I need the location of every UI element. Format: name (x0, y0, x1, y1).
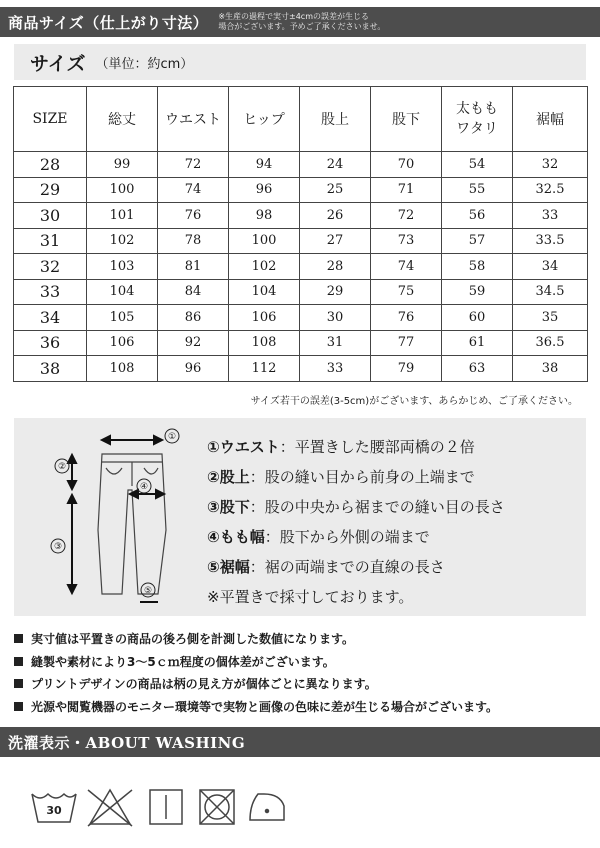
measurement-legend (207, 432, 505, 612)
measurement-cell: 94 (229, 152, 300, 178)
measurement-cell: 98 (229, 203, 300, 229)
pants-diagram (40, 422, 190, 612)
table-row (14, 152, 588, 178)
measurement-cell: 81 (158, 254, 229, 280)
measurement-cell: 36.5 (513, 330, 588, 356)
measurement-cell: 32 (513, 152, 588, 178)
measurement-cell: 32.5 (513, 177, 588, 203)
notes-list (14, 628, 498, 718)
size-cell: 29 (14, 177, 87, 203)
measurement-cell: 57 (442, 228, 513, 254)
size-section-title: サイズ (30, 52, 86, 75)
measurement-cell: 35 (513, 305, 588, 331)
measurement-cell: 54 (442, 152, 513, 178)
col-header-hip: ヒップ (229, 87, 300, 152)
size-header-note: ※生産の過程で実寸±4cmの誤差が生じる 場合がございます。予めご了承くださいませ。 (218, 12, 386, 31)
table-row (14, 356, 588, 382)
table-row (14, 305, 588, 331)
list-item: 実寸値は平置きの商品の後ろ側を計測した数値になります。 (14, 628, 498, 651)
col-header-inseam: 股下 (371, 87, 442, 152)
measurement-cell: 26 (300, 203, 371, 229)
measurement-cell: 60 (442, 305, 513, 331)
measurement-cell: 96 (229, 177, 300, 203)
table-row (14, 254, 588, 280)
measurement-cell: 31 (300, 330, 371, 356)
measurement-cell: 28 (300, 254, 371, 280)
measurement-cell: 24 (300, 152, 371, 178)
measurement-cell: 34.5 (513, 279, 588, 305)
measurement-cell: 102 (87, 228, 158, 254)
size-header-title: 商品サイズ（仕上がり寸法） (8, 13, 209, 32)
size-cell: 36 (14, 330, 87, 356)
col-header-size: SIZE (14, 87, 87, 152)
measurement-cell: 112 (229, 356, 300, 382)
measurement-cell: 104 (87, 279, 158, 305)
col-header-hem-width: 裾幅 (513, 87, 588, 152)
measurement-cell: 77 (371, 330, 442, 356)
measurement-cell: 30 (300, 305, 371, 331)
measurement-cell: 75 (371, 279, 442, 305)
measurement-cell: 78 (158, 228, 229, 254)
bullet-square-icon (14, 634, 23, 643)
measurement-cell: 73 (371, 228, 442, 254)
measurement-cell: 79 (371, 356, 442, 382)
measurement-cell: 27 (300, 228, 371, 254)
list-item: プリントデザインの商品は柄の見え方が個体ごとに異なります。 (14, 673, 498, 696)
measurement-cell: 33.5 (513, 228, 588, 254)
col-header-rise: 股上 (300, 87, 371, 152)
measurement-cell: 72 (371, 203, 442, 229)
measurement-cell: 104 (229, 279, 300, 305)
legend-note: ※平置きで採寸しております。 (207, 588, 414, 606)
legend-item-hem: ⑤裾幅：裾の両端までの直線の長さ (207, 558, 445, 576)
measurement-cell: 92 (158, 330, 229, 356)
col-header-waist: ウエスト (158, 87, 229, 152)
measurement-cell: 61 (442, 330, 513, 356)
diagram-label-3: ③ (53, 542, 63, 552)
measurement-cell: 102 (229, 254, 300, 280)
measurement-cell: 74 (158, 177, 229, 203)
measurement-cell: 25 (300, 177, 371, 203)
table-row (14, 279, 588, 305)
measurement-cell: 84 (158, 279, 229, 305)
measurement-cell: 76 (371, 305, 442, 331)
diagram-label-2: ② (57, 462, 67, 472)
size-cell: 32 (14, 254, 87, 280)
bullet-square-icon (14, 657, 23, 666)
measurement-cell: 101 (87, 203, 158, 229)
measurement-cell: 100 (229, 228, 300, 254)
washing-header-bar (0, 727, 600, 757)
size-cell: 30 (14, 203, 87, 229)
table-row (14, 228, 588, 254)
size-cell: 34 (14, 305, 87, 331)
measurement-cell: 105 (87, 305, 158, 331)
table-header-row (14, 87, 588, 152)
measurement-cell: 63 (442, 356, 513, 382)
size-cell: 31 (14, 228, 87, 254)
table-row (14, 203, 588, 229)
measurement-cell: 70 (371, 152, 442, 178)
measurement-cell: 38 (513, 356, 588, 382)
measurement-cell: 106 (229, 305, 300, 331)
list-item: 光源や閲覧機器のモニター環境等で実物と画像の色味に差が生じる場合がございます。 (14, 696, 498, 719)
measurement-cell: 72 (158, 152, 229, 178)
measurement-cell: 74 (371, 254, 442, 280)
size-cell: 38 (14, 356, 87, 382)
measurement-cell: 33 (300, 356, 371, 382)
measurement-cell: 96 (158, 356, 229, 382)
size-unit: （単位：約cm） (95, 56, 194, 72)
legend-item-waist: ①ウエスト：平置きした腰部両橋の２倍 (207, 438, 475, 456)
list-item: 縫製や素材により3～5ｃｍ程度の個体差がございます。 (14, 651, 498, 674)
bullet-square-icon (14, 679, 23, 688)
iron-low-icon (250, 794, 284, 820)
size-header-bar (0, 7, 600, 37)
measurement-cell: 108 (87, 356, 158, 382)
measurement-cell: 108 (229, 330, 300, 356)
size-cell: 28 (14, 152, 87, 178)
measurement-cell: 103 (87, 254, 158, 280)
table-row (14, 177, 588, 203)
size-section-bar (14, 44, 586, 80)
measurement-cell: 56 (442, 203, 513, 229)
measurement-cell: 99 (87, 152, 158, 178)
washing-icons (28, 782, 288, 832)
measurement-cell: 86 (158, 305, 229, 331)
size-cell: 33 (14, 279, 87, 305)
no-tumble-dry-icon (200, 790, 234, 824)
no-bleach-icon (88, 790, 132, 826)
wash-temp-label: 30 (46, 804, 62, 817)
size-table (13, 86, 588, 382)
diagram-label-4: ④ (139, 482, 149, 492)
col-header-thigh: 太もも ワタリ (442, 87, 513, 152)
diagram-label-1: ① (167, 432, 177, 442)
table-row (14, 330, 588, 356)
measurement-cell: 58 (442, 254, 513, 280)
measurement-cell: 29 (300, 279, 371, 305)
measurement-cell: 33 (513, 203, 588, 229)
col-header-total-length: 総丈 (87, 87, 158, 152)
measurement-cell: 76 (158, 203, 229, 229)
legend-item-inseam: ③股下：股の中央から裾までの縫い目の長さ (207, 498, 505, 516)
measurement-cell: 34 (513, 254, 588, 280)
diagram-label-5: ⑤ (143, 586, 153, 596)
measurement-cell: 55 (442, 177, 513, 203)
legend-item-thigh: ④もも幅：股下から外側の端まで (207, 528, 430, 546)
measurement-cell: 106 (87, 330, 158, 356)
error-note: サイズ若干の誤差(3-5cm)がございます、あらかじめ、ご了承ください。 (250, 396, 578, 407)
measurement-cell: 59 (442, 279, 513, 305)
legend-item-rise: ②股上：股の縫い目から前身の上端まで (207, 468, 475, 486)
measurement-cell: 100 (87, 177, 158, 203)
bullet-square-icon (14, 702, 23, 711)
line-dry-icon (150, 790, 182, 824)
measurement-cell: 71 (371, 177, 442, 203)
washing-title: 洗濯表示・ABOUT WASHING (8, 733, 246, 752)
